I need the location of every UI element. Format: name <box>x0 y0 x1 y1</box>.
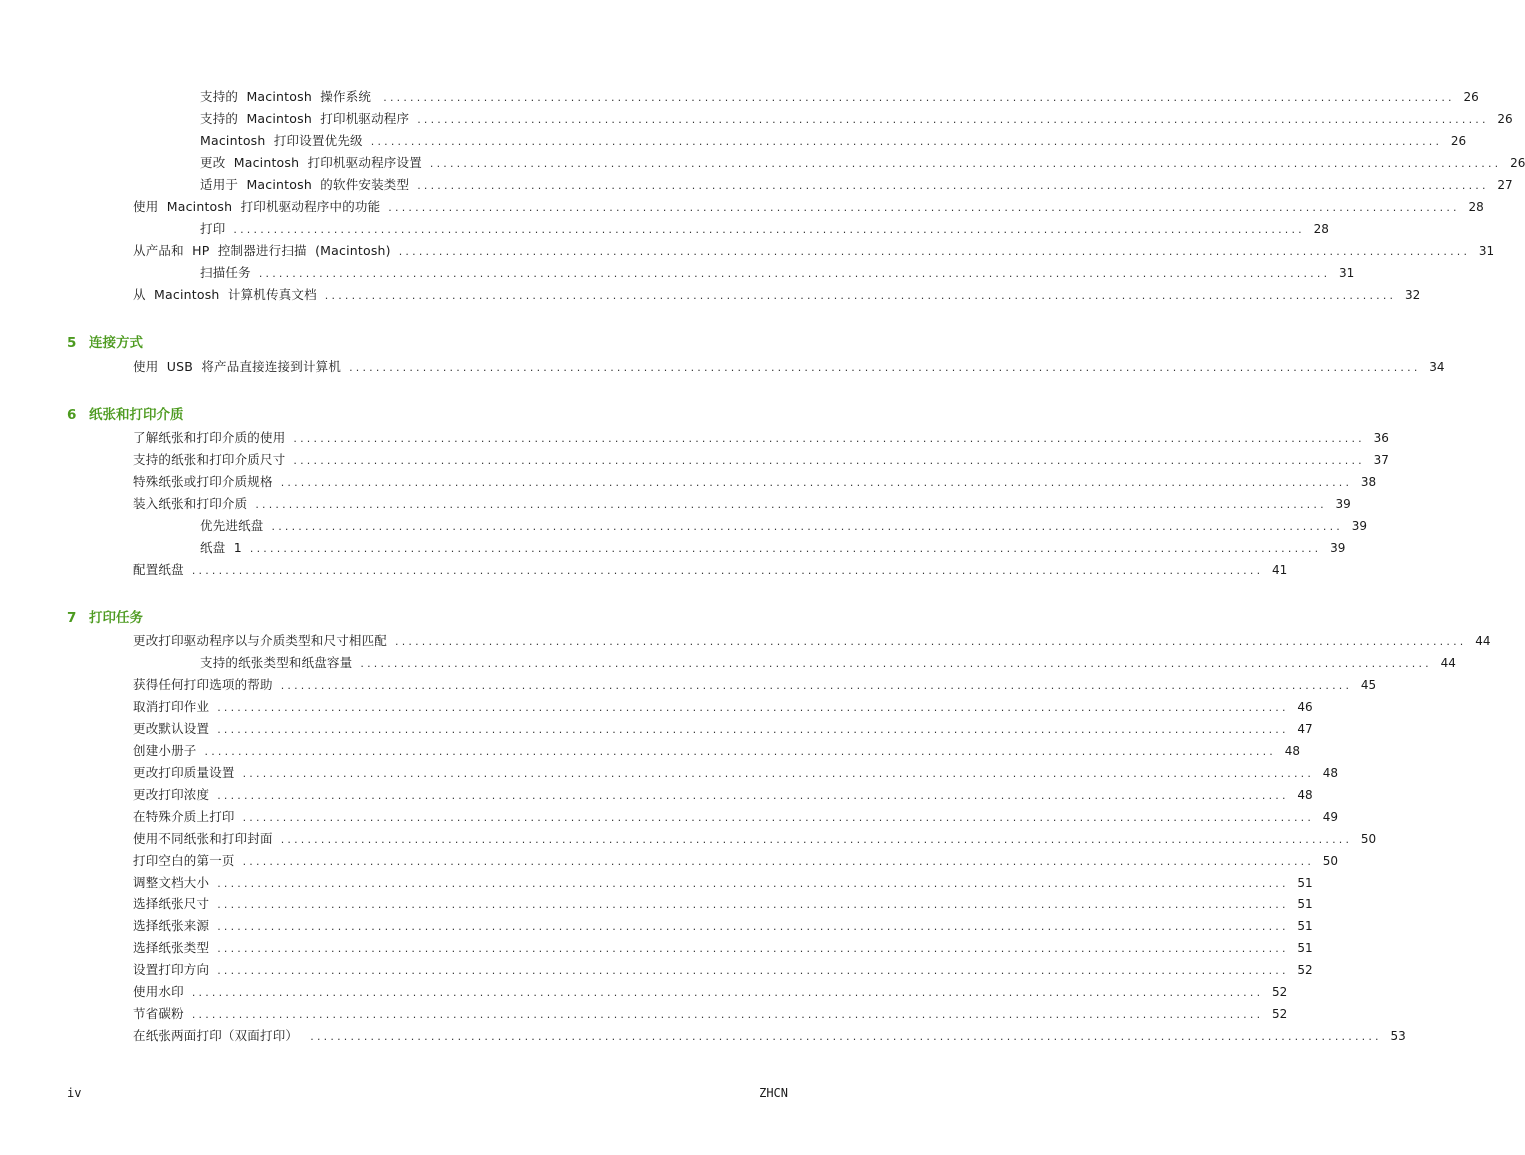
dot-leader: ................................................................................................................................................................ <box>388 201 1460 214</box>
toc-entry-title: 支持的 Macintosh 打印机驱动程序 <box>200 111 410 126</box>
toc-entry-row <box>133 427 1389 449</box>
toc-entry-row <box>133 828 1377 850</box>
toc-entry-title: 更改打印质量设置 <box>133 765 235 780</box>
toc-entry-row <box>133 718 1313 740</box>
dot-leader: ................................................................................................................................................................ <box>242 811 1315 824</box>
toc-entry-title: 选择纸张尺寸 <box>133 896 210 911</box>
dot-leader: ................................................................................................................................................................ <box>258 267 1331 280</box>
toc-entry-title: 更改 Macintosh 打印机驱动程序设置 <box>200 155 422 170</box>
toc-entry-row <box>200 174 1513 196</box>
dot-leader: ................................................................................................................................................................ <box>280 679 1353 692</box>
dot-leader: ................................................................................................................................................................ <box>383 91 1455 104</box>
toc-entry-title: 特殊纸张或打印介质规格 <box>133 474 273 489</box>
toc-entry-page-number: 44 <box>1440 656 1456 670</box>
toc-entry-page-number: 38 <box>1360 475 1377 489</box>
toc-entry[interactable] <box>0 696 1313 718</box>
toc-entry[interactable] <box>0 174 1513 196</box>
toc-entry[interactable] <box>0 218 1329 240</box>
toc-entry-title: 扫描任务 <box>200 265 251 280</box>
toc-entry[interactable] <box>0 915 1313 937</box>
dot-leader: ................................................................................................................................................................ <box>204 745 1276 758</box>
toc-entry-title: 使用 USB 将产品直接连接到计算机 <box>133 359 342 374</box>
chapter-heading <box>67 607 143 629</box>
toc-entry-title: 使用水印 <box>133 984 184 999</box>
toc-entry[interactable] <box>0 196 1484 218</box>
toc-entry[interactable] <box>0 559 1288 581</box>
toc-entry-row <box>133 915 1313 937</box>
toc-entry-page-number: 49 <box>1322 810 1339 824</box>
toc-entry-page-number: 36 <box>1373 431 1389 445</box>
chapter-heading <box>67 404 184 426</box>
toc-entry-title: 从产品和 HP 控制器进行扫描 (Macintosh) <box>133 243 391 258</box>
toc-entry-page-number: 28 <box>1468 200 1484 214</box>
toc-entry[interactable] <box>0 1025 1406 1047</box>
toc-entry-row <box>200 262 1355 284</box>
dot-leader: ................................................................................................................................................................ <box>242 767 1315 780</box>
toc-entry-page-number: 32 <box>1404 288 1421 302</box>
toc-entry-page-number: 52 <box>1271 1007 1288 1021</box>
dot-leader: ................................................................................................................................................................ <box>398 245 1471 258</box>
chapter-number: 7 <box>67 610 77 626</box>
toc-entry-title: 从 Macintosh 计算机传真文档 <box>133 287 317 302</box>
toc-entry-row <box>133 559 1288 581</box>
dot-leader: ................................................................................................................................................................ <box>417 179 1489 192</box>
dot-leader: ................................................................................................................................................................ <box>217 701 1289 714</box>
toc-entry-page-number: 51 <box>1297 897 1313 911</box>
toc-entry[interactable] <box>0 427 1389 449</box>
toc-entry[interactable] <box>0 356 1445 378</box>
toc-entry-row <box>133 937 1313 959</box>
dot-leader: ................................................................................................................................................................ <box>280 476 1353 489</box>
toc-entry-row <box>133 784 1313 806</box>
toc-entry-row <box>133 1025 1406 1047</box>
toc-entry[interactable] <box>0 240 1495 262</box>
toc-entry-title: 支持的纸张类型和纸盘容量 <box>200 655 353 670</box>
toc-entry-page-number: 48 <box>1284 744 1300 758</box>
dot-leader: ................................................................................................................................................................ <box>395 635 1467 648</box>
dot-leader: ................................................................................................................................................................ <box>217 942 1289 955</box>
dot-leader: ................................................................................................................................................................ <box>360 657 1432 670</box>
chapter-title: 连接方式 <box>89 335 143 351</box>
toc-entry-row <box>200 537 1346 559</box>
toc-entry[interactable] <box>0 959 1313 981</box>
toc-entry-row <box>200 130 1467 152</box>
toc-entry-page-number: 26 <box>1497 112 1513 126</box>
dot-leader: ................................................................................................................................................................ <box>310 1030 1382 1043</box>
toc-entry-title: 配置纸盘 <box>133 562 184 577</box>
toc-entry[interactable] <box>0 108 1513 130</box>
toc-entry-title: 获得任何打印选项的帮助 <box>133 677 273 692</box>
toc-entry-title: 创建小册子 <box>133 743 197 758</box>
toc-entry-title: 更改默认设置 <box>133 721 210 736</box>
toc-entry-row <box>133 449 1389 471</box>
toc-entry-page-number: 37 <box>1373 453 1389 467</box>
dot-leader: ................................................................................................................................................................ <box>191 564 1264 577</box>
toc-entry[interactable] <box>0 262 1355 284</box>
dot-leader: ................................................................................................................................................................ <box>280 833 1353 846</box>
footer-locale-code: ZHCN <box>759 1086 788 1100</box>
toc-entry-title: 更改打印浓度 <box>133 787 210 802</box>
toc-entry[interactable] <box>0 630 1491 652</box>
toc-entry[interactable] <box>0 872 1313 894</box>
dot-leader: ................................................................................................................................................................ <box>293 432 1365 445</box>
toc-entry[interactable] <box>0 284 1421 306</box>
toc-entry-title: 了解纸张和打印介质的使用 <box>133 430 286 445</box>
chapter-number: 5 <box>67 335 77 351</box>
toc-entry-title: 设置打印方向 <box>133 962 210 977</box>
toc-entry[interactable] <box>0 152 1525 174</box>
toc-entry-page-number: 52 <box>1271 985 1288 999</box>
toc-entry-page-number: 27 <box>1497 178 1513 192</box>
toc-entry-row <box>133 356 1445 378</box>
chapter-title: 纸张和打印介质 <box>89 407 184 423</box>
toc-entry-row <box>200 108 1513 130</box>
toc-entry[interactable] <box>0 828 1377 850</box>
toc-entry[interactable] <box>0 537 1346 559</box>
toc-entry[interactable] <box>0 806 1339 828</box>
toc-entry-title: 取消打印作业 <box>133 699 210 714</box>
toc-entry-page-number: 51 <box>1297 876 1313 890</box>
toc-entry-page-number: 48 <box>1297 788 1313 802</box>
toc-entry-title: 选择纸张类型 <box>133 940 210 955</box>
toc-entry-title: 适用于 Macintosh 的软件安装类型 <box>200 177 410 192</box>
dot-leader: ................................................................................................................................................................ <box>324 289 1397 302</box>
dot-leader: ................................................................................................................................................................ <box>349 361 1421 374</box>
toc-entry[interactable] <box>0 130 1467 152</box>
dot-leader: ................................................................................................................................................................ <box>217 877 1289 890</box>
toc-entry-row <box>200 652 1456 674</box>
toc-entry-row <box>133 471 1377 493</box>
toc-entry[interactable] <box>0 515 1367 537</box>
toc-entry-row <box>133 872 1313 894</box>
dot-leader: ................................................................................................................................................................ <box>191 1008 1264 1021</box>
toc-entry-title: Macintosh 打印设置优先级 <box>200 133 363 148</box>
toc-entry-title: 支持的 Macintosh 操作系统 <box>200 89 376 104</box>
toc-entry-row <box>133 196 1484 218</box>
toc-entry-page-number: 31 <box>1478 244 1495 258</box>
toc-entry-page-number: 26 <box>1450 134 1467 148</box>
toc-entry-page-number: 28 <box>1313 222 1329 236</box>
toc-entry[interactable] <box>0 762 1339 784</box>
toc-entry-title: 节省碳粉 <box>133 1006 184 1021</box>
chapter-title: 打印任务 <box>89 610 143 626</box>
toc-entry[interactable] <box>0 981 1288 1003</box>
toc-entry-page-number: 52 <box>1297 963 1313 977</box>
toc-entry-page-number: 39 <box>1351 519 1367 533</box>
toc-entry[interactable] <box>0 471 1377 493</box>
dot-leader: ................................................................................................................................................................ <box>191 986 1264 999</box>
dot-leader: ................................................................................................................................................................ <box>217 898 1289 911</box>
toc-entry[interactable] <box>0 718 1313 740</box>
toc-entry[interactable] <box>0 493 1351 515</box>
toc-entry-row <box>133 762 1339 784</box>
toc-entry-page-number: 31 <box>1338 266 1355 280</box>
toc-entry-row <box>200 515 1367 537</box>
dot-leader: ................................................................................................................................................................ <box>217 964 1289 977</box>
toc-entry-title: 调整文档大小 <box>133 875 210 890</box>
footer-page-number: iv <box>67 1086 82 1100</box>
dot-leader: ................................................................................................................................................................ <box>242 855 1315 868</box>
toc-entry-title: 使用不同纸张和打印封面 <box>133 831 273 846</box>
toc-entry-title: 装入纸张和打印介质 <box>133 496 248 511</box>
toc-entry-row <box>133 284 1421 306</box>
dot-leader: ................................................................................................................................................................ <box>249 542 1322 555</box>
dot-leader: ................................................................................................................................................................ <box>429 157 1502 170</box>
toc-entry-row <box>133 493 1351 515</box>
toc-entry-row <box>133 806 1339 828</box>
toc-entry-page-number: 34 <box>1429 360 1445 374</box>
toc-entry-title: 在纸张两面打印（双面打印） <box>133 1028 303 1043</box>
toc-entry-title: 纸盘 1 <box>200 540 242 555</box>
toc-entry[interactable] <box>0 674 1377 696</box>
dot-leader: ................................................................................................................................................................ <box>370 135 1443 148</box>
toc-entry-row <box>133 959 1313 981</box>
toc-entry-page-number: 48 <box>1322 766 1339 780</box>
toc-entry-page-number: 26 <box>1510 156 1525 170</box>
toc-entry-page-number: 44 <box>1475 634 1491 648</box>
toc-entry-row <box>200 152 1525 174</box>
toc-entry-title: 优先进纸盘 <box>200 518 264 533</box>
toc-entry-row <box>133 850 1339 872</box>
toc-entry[interactable] <box>0 937 1313 959</box>
toc-entry[interactable] <box>0 784 1313 806</box>
toc-entry[interactable] <box>0 652 1456 674</box>
toc-entry[interactable] <box>0 449 1389 471</box>
toc-entry-row <box>133 981 1288 1003</box>
toc-entry[interactable] <box>0 1003 1288 1025</box>
toc-entry-title: 在特殊介质上打印 <box>133 809 235 824</box>
toc-entry-row <box>133 630 1491 652</box>
dot-leader: ................................................................................................................................................................ <box>255 498 1327 511</box>
toc-entry-row <box>133 674 1377 696</box>
dot-leader: ................................................................................................................................................................ <box>233 223 1305 236</box>
toc-entry-row <box>133 240 1495 262</box>
toc-entry-row <box>133 893 1313 915</box>
chapter-number: 6 <box>67 407 77 423</box>
toc-entry-page-number: 26 <box>1463 90 1479 104</box>
toc-entry-row <box>133 696 1313 718</box>
toc-entry-title: 更改打印驱动程序以与介质类型和尺寸相匹配 <box>133 633 388 648</box>
toc-entry-row <box>133 740 1300 762</box>
toc-entry-title: 选择纸张来源 <box>133 918 210 933</box>
toc-entry-page-number: 47 <box>1297 722 1313 736</box>
toc-entry-page-number: 39 <box>1335 497 1351 511</box>
toc-entry-title: 打印 <box>200 221 226 236</box>
toc-entry-page-number: 51 <box>1297 919 1313 933</box>
chapter-heading <box>67 332 143 354</box>
toc-entry-title: 支持的纸张和打印介质尺寸 <box>133 452 286 467</box>
toc-entry-page-number: 53 <box>1390 1029 1406 1043</box>
toc-entry[interactable] <box>0 893 1313 915</box>
toc-entry-row <box>200 218 1329 240</box>
toc-entry-row <box>200 86 1479 108</box>
toc-entry[interactable] <box>0 86 1479 108</box>
toc-entry-page-number: 51 <box>1297 941 1313 955</box>
toc-entry-page-number: 46 <box>1297 700 1313 714</box>
dot-leader: ................................................................................................................................................................ <box>293 454 1365 467</box>
toc-entry-title: 使用 Macintosh 打印机驱动程序中的功能 <box>133 199 381 214</box>
dot-leader: ................................................................................................................................................................ <box>217 920 1289 933</box>
toc-entry[interactable] <box>0 850 1339 872</box>
toc-entry[interactable] <box>0 740 1300 762</box>
toc-entry-page-number: 41 <box>1271 563 1288 577</box>
dot-leader: ................................................................................................................................................................ <box>271 520 1343 533</box>
toc-entry-page-number: 50 <box>1360 832 1377 846</box>
dot-leader: ................................................................................................................................................................ <box>417 113 1489 126</box>
toc-entry-page-number: 50 <box>1322 854 1339 868</box>
toc-entry-page-number: 39 <box>1330 541 1346 555</box>
dot-leader: ................................................................................................................................................................ <box>217 789 1289 802</box>
toc-entry-page-number: 45 <box>1360 678 1377 692</box>
dot-leader: ................................................................................................................................................................ <box>217 723 1289 736</box>
toc-entry-title: 打印空白的第一页 <box>133 853 235 868</box>
toc-entry-row <box>133 1003 1288 1025</box>
